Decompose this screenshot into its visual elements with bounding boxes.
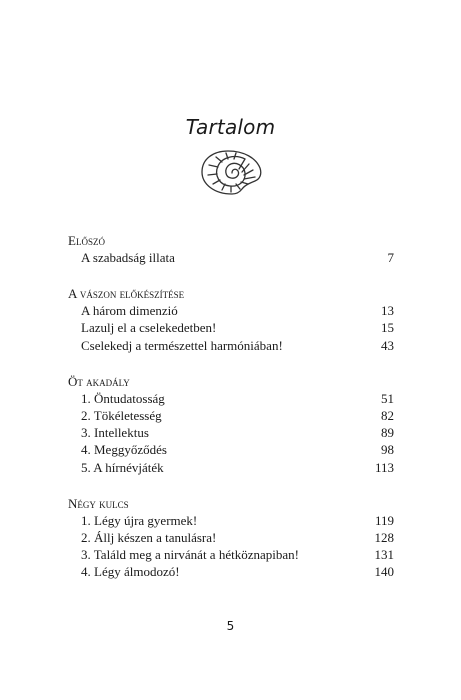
entry-page: 13: [381, 303, 394, 319]
entry-label: 4. Meggyőződés: [81, 442, 167, 458]
entry-label: 1. Légy újra gyermek!: [81, 512, 198, 528]
entry-label: A szabadság illata: [81, 250, 175, 265]
toc-entry[interactable]: [68, 546, 394, 563]
entry-page: 15: [381, 320, 394, 336]
toc-entry[interactable]: [68, 424, 394, 441]
section-title: Öt akadály: [68, 373, 130, 389]
entry-page: 98: [381, 442, 394, 458]
entry-label: 4. Légy álmodozó!: [81, 564, 180, 580]
entry-page: 82: [381, 407, 394, 423]
entry-page: 7: [387, 250, 394, 265]
entry-page: 113: [374, 459, 394, 475]
entry-page: 140: [374, 564, 394, 580]
toc-entry[interactable]: [68, 407, 394, 424]
entry-page: 119: [374, 512, 394, 528]
toc-section: [68, 495, 394, 581]
toc-entry[interactable]: [68, 512, 394, 529]
nautilus-shell-icon: [198, 148, 266, 196]
toc-entry[interactable]: [68, 249, 394, 266]
toc-entry[interactable]: [68, 319, 394, 336]
entry-label: 3. Intellektus: [81, 425, 149, 441]
toc-section: [68, 373, 394, 476]
entry-page: 131: [374, 547, 394, 563]
table-of-contents: [68, 232, 394, 599]
toc-entry[interactable]: [68, 302, 394, 319]
page-title: Tartalom: [185, 115, 276, 139]
entry-label: 5. A hírnévjáték: [81, 459, 164, 475]
section-title: Négy kulcs: [68, 495, 129, 511]
section-title: A vászon előkészítése: [68, 286, 185, 302]
entry-label: 2. Tökéletesség: [81, 407, 162, 423]
toc-entry[interactable]: [68, 337, 394, 354]
toc-entry[interactable]: [68, 390, 394, 407]
entry-label: 2. Állj készen a tanulásra!: [81, 529, 217, 545]
entry-page: 51: [381, 390, 394, 406]
entry-label: Cselekedj a természettel harmóniában!: [81, 337, 283, 353]
toc-entry[interactable]: [68, 459, 394, 476]
entry-label: 1. Öntudatosság: [81, 390, 165, 406]
toc-entry[interactable]: [68, 441, 394, 458]
entry-page: 43: [381, 337, 394, 353]
toc-section: [68, 285, 394, 354]
entry-label: Lazulj el a cselekedetben!: [81, 320, 217, 336]
toc-section: [68, 232, 394, 266]
page-number: 5: [226, 619, 235, 633]
section-title: Előszó: [68, 233, 105, 248]
toc-entry[interactable]: [68, 563, 394, 580]
entry-page: 89: [381, 425, 394, 441]
entry-label: 3. Találd meg a nirvánát a hétköznapiban!: [81, 547, 299, 563]
entry-page: 128: [374, 529, 394, 545]
toc-entry[interactable]: [68, 529, 394, 546]
entry-label: A három dimenzió: [81, 303, 178, 319]
